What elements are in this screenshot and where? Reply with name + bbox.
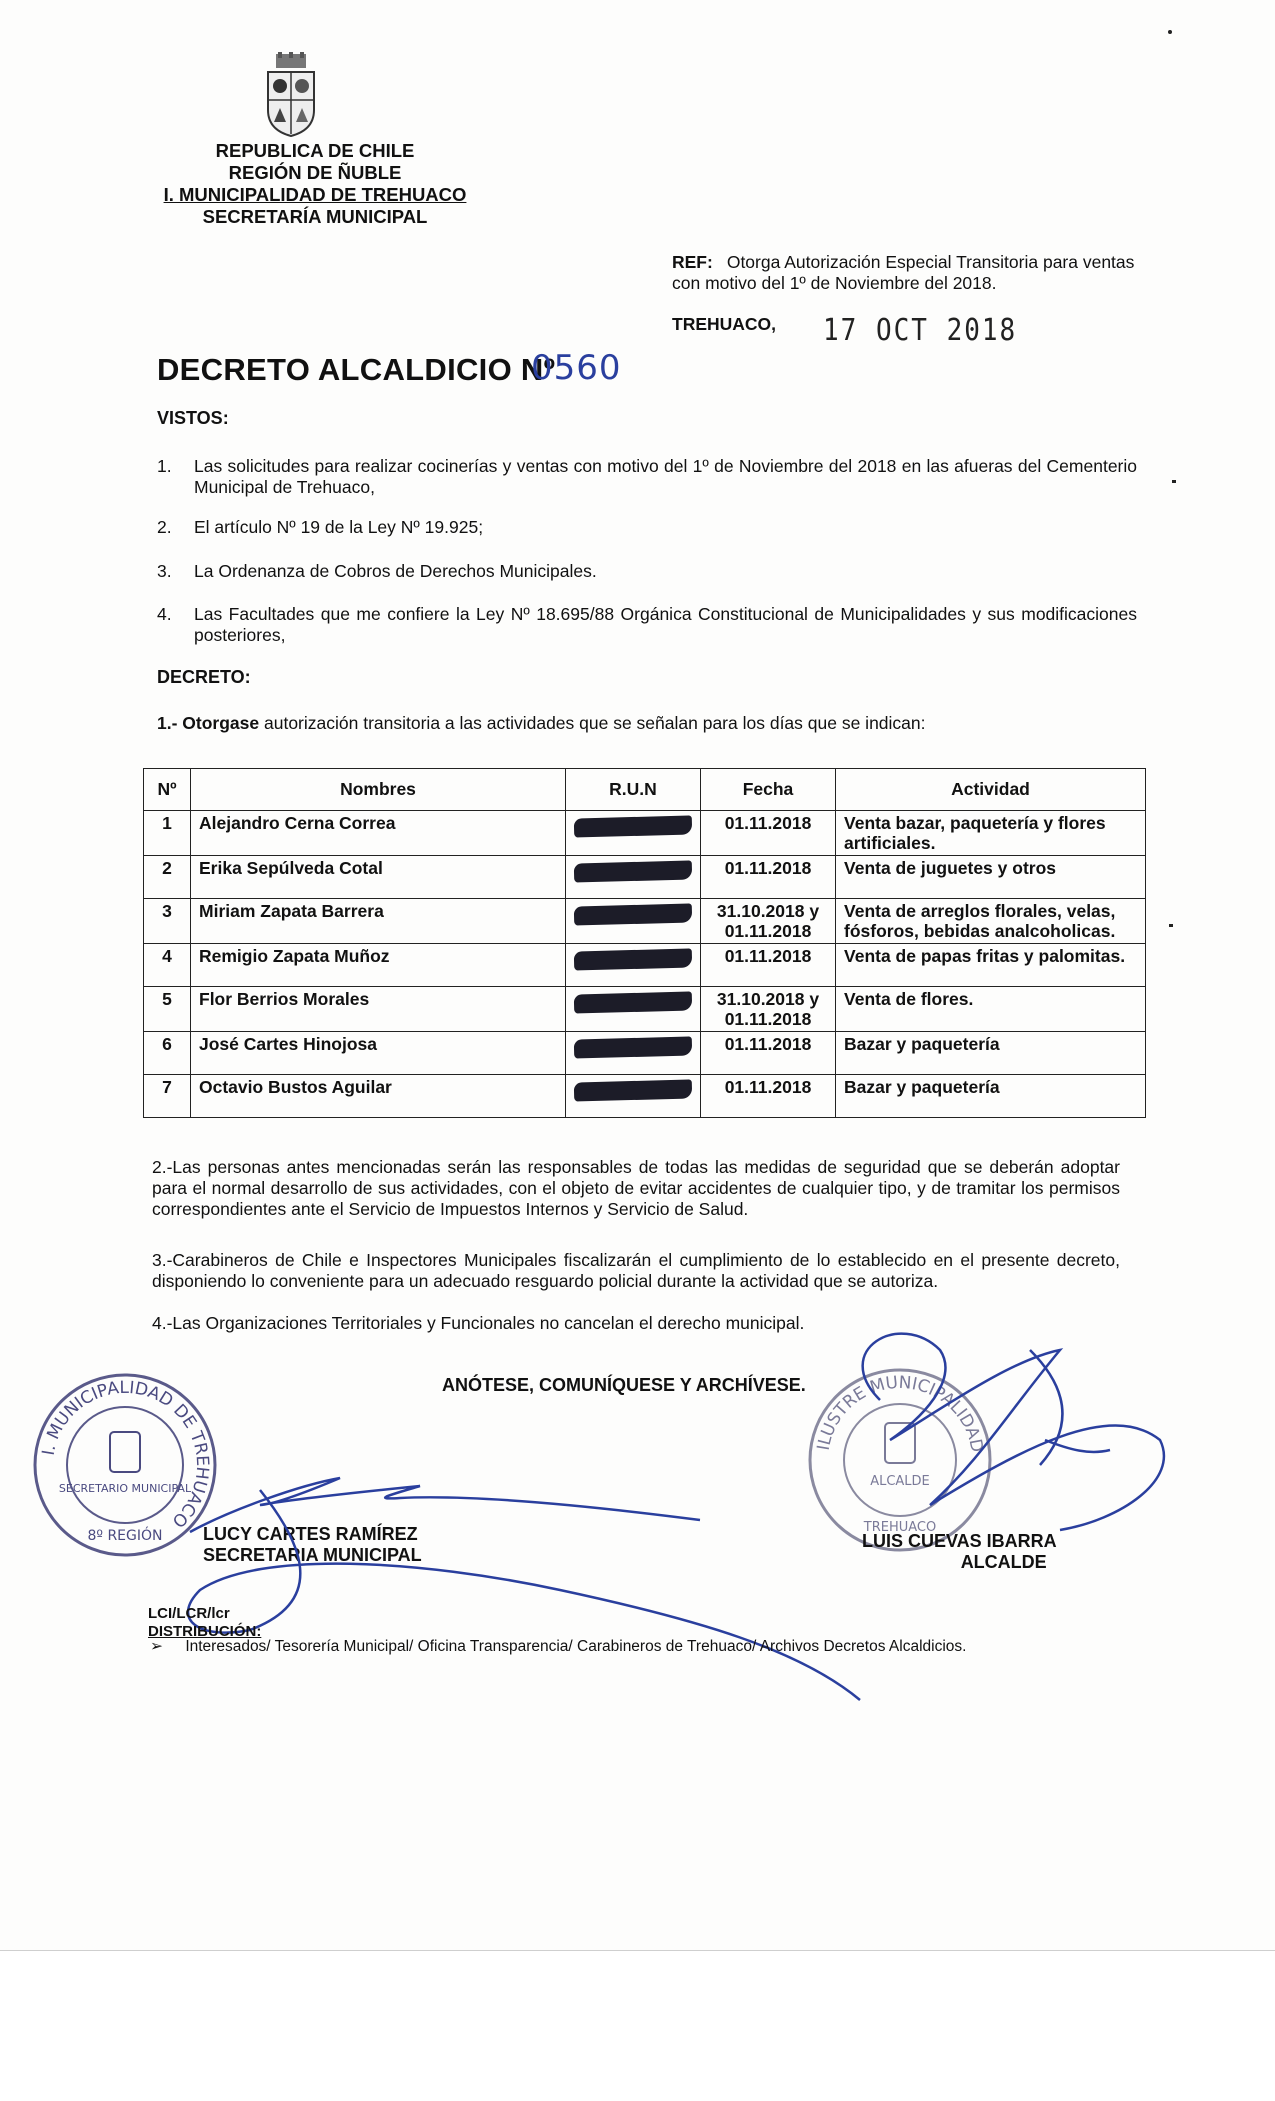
decreto-paragraph-1 bbox=[157, 713, 1125, 734]
row-date: 01.11.2018 bbox=[701, 856, 836, 899]
distribution-heading: DISTRIBUCIÓN: bbox=[148, 1623, 262, 1640]
run-cell bbox=[566, 1032, 701, 1075]
row-date: 31.10.2018 y 01.11.2018 bbox=[701, 987, 836, 1032]
row-number: 2 bbox=[144, 856, 191, 899]
table-row bbox=[144, 987, 1146, 1032]
date-stamp: 17 OCT 2018 bbox=[823, 313, 1018, 349]
secretary-name: LUCY CARTES RAMÍREZ bbox=[203, 1524, 418, 1544]
item-number: 4. bbox=[157, 604, 172, 624]
ref-label: REF: bbox=[672, 252, 713, 272]
row-date: 31.10.2018 y 01.11.2018 bbox=[701, 899, 836, 944]
letterhead-line: SECRETARÍA MUNICIPAL bbox=[202, 206, 428, 227]
decreto-paragraph-4: 4.-Las Organizaciones Territoriales y Funcionales no cancelan el derecho municipal. bbox=[152, 1313, 805, 1333]
scan-speck bbox=[1168, 30, 1172, 34]
row-number: 4 bbox=[144, 944, 191, 987]
column-header: R.U.N bbox=[566, 769, 701, 811]
decreto-paragraph-3: 3.-Carabineros de Chile e Inspectores Municipales fiscalizarán el cumplimiento de lo establecido en el presente decreto, disponiendo lo conveniente para un adecuado resguardo policial durante la actividad que se autoriza. bbox=[152, 1250, 1120, 1291]
row-name: Remigio Zapata Muñoz bbox=[191, 944, 566, 987]
secretary-title: SECRETARIA MUNICIPAL bbox=[203, 1545, 422, 1565]
distribution-line bbox=[150, 1637, 966, 1656]
redaction-mark bbox=[574, 1036, 692, 1058]
row-date: 01.11.2018 bbox=[701, 811, 836, 856]
vistos-item bbox=[157, 561, 1137, 582]
table-row bbox=[144, 899, 1146, 944]
seal-region-text: 8º REGIÓN bbox=[87, 1528, 163, 1544]
row-number: 1 bbox=[144, 811, 191, 856]
item-number: 3. bbox=[157, 561, 172, 581]
item-text: Las Facultades que me confiere la Ley Nº 18.695/88 Orgánica Constitucional de Municipalidades y sus modificaciones posteriores, bbox=[194, 604, 1137, 645]
mayor-signature-stroke bbox=[863, 1334, 1164, 1530]
redaction-mark bbox=[574, 1079, 692, 1101]
mayor-title: ALCALDE bbox=[960, 1552, 1047, 1572]
row-date: 01.11.2018 bbox=[701, 944, 836, 987]
distribution-text: Interesados/ Tesorería Municipal/ Oficina Transparencia/ Carabineros de Trehuaco/ Archivos Decretos Alcaldicios. bbox=[185, 1638, 967, 1655]
run-cell bbox=[566, 987, 701, 1032]
item-text: La Ordenanza de Cobros de Derechos Municipales. bbox=[194, 561, 597, 581]
item-text: Las solicitudes para realizar cocinerías y ventas con motivo del 1º de Noviembre del 2018 en las afueras del Cementerio Municipal de Trehuaco, bbox=[194, 456, 1137, 497]
table-header-row bbox=[144, 769, 1146, 811]
distribution-block bbox=[148, 1605, 261, 1641]
authorization-table bbox=[143, 768, 1146, 1118]
redaction-mark bbox=[574, 815, 692, 837]
decreto-heading: DECRETO: bbox=[157, 667, 251, 687]
paragraph-text: autorización transitoria a las actividades que se señalan para los días que se indican: bbox=[259, 713, 926, 733]
row-activity: Bazar y paquetería bbox=[836, 1075, 1146, 1118]
scan-speck bbox=[1172, 480, 1176, 483]
redaction-mark bbox=[574, 860, 692, 882]
vistos-item bbox=[157, 517, 1137, 538]
seal-ring-text: ILUSTRE MUNICIPALIDAD bbox=[813, 1372, 987, 1454]
row-activity: Venta de juguetes y otros bbox=[836, 856, 1146, 899]
initials: LCI/LCR/lcr bbox=[148, 1605, 230, 1622]
mayor-name: LUIS CUEVAS IBARRA bbox=[862, 1531, 1057, 1551]
closing-formula: ANÓTESE, COMUNÍQUESE Y ARCHÍVESE. bbox=[442, 1375, 806, 1395]
run-cell bbox=[566, 856, 701, 899]
place-label: TREHUACO, bbox=[672, 314, 777, 334]
column-header: Nº bbox=[144, 769, 191, 811]
seal-inner-text: ALCALDE bbox=[870, 1474, 930, 1489]
row-activity: Venta de arreglos florales, velas, fósforos, bebidas analcoholicas. bbox=[836, 899, 1146, 944]
letterhead-line: REGIÓN DE ÑUBLE bbox=[228, 162, 402, 183]
reference-block bbox=[672, 252, 1142, 294]
row-activity: Venta de papas fritas y palomitas. bbox=[836, 944, 1146, 987]
ref-text: Otorga Autorización Especial Transitoria para ventas con motivo del 1º de Noviembre del 2018. bbox=[672, 252, 1135, 293]
decreto-paragraph-2: 2.-Las personas antes mencionadas serán las responsables de todas las medidas de seguridad que se deberán adoptar para el normal desarrollo de sus actividades, con el objeto de evitar accidentes de cualquier tipo, y de tramitar los permisos correspondientes ante el Servicio de Impuestos Internos y Servicio de Salud. bbox=[152, 1157, 1120, 1219]
letterhead bbox=[150, 140, 480, 228]
decree-title: DECRETO ALCALDICIO Nº bbox=[157, 352, 556, 387]
letterhead-line: I. MUNICIPALIDAD DE TREHUACO bbox=[163, 184, 467, 205]
row-activity: Venta de flores. bbox=[836, 987, 1146, 1032]
secretary-signature-loop bbox=[188, 1490, 860, 1700]
column-header: Actividad bbox=[836, 769, 1146, 811]
vistos-item bbox=[157, 604, 1137, 646]
bullet-arrow-icon: ➢ bbox=[150, 1638, 163, 1655]
row-activity: Bazar y paquetería bbox=[836, 1032, 1146, 1075]
item-number: 2. bbox=[157, 517, 172, 537]
row-date: 01.11.2018 bbox=[701, 1075, 836, 1118]
row-number: 6 bbox=[144, 1032, 191, 1075]
seal-bottom-text: TREHUACO bbox=[863, 1520, 937, 1535]
municipal-crest-icon bbox=[262, 52, 320, 138]
scan-margin bbox=[0, 1950, 1275, 2101]
run-cell bbox=[566, 899, 701, 944]
redaction-mark bbox=[574, 948, 692, 970]
vistos-heading: VISTOS: bbox=[157, 408, 229, 428]
mayor-signature-flourish bbox=[1030, 1350, 1110, 1465]
letterhead-line: REPUBLICA DE CHILE bbox=[215, 140, 415, 161]
table-row bbox=[144, 856, 1146, 899]
item-number: 1. bbox=[157, 456, 172, 476]
row-number: 3 bbox=[144, 899, 191, 944]
row-activity: Venta bazar, paquetería y flores artificiales. bbox=[836, 811, 1146, 856]
run-cell bbox=[566, 1075, 701, 1118]
column-header: Fecha bbox=[701, 769, 836, 811]
redaction-mark bbox=[574, 903, 692, 925]
table-row bbox=[144, 944, 1146, 987]
seal-inner-text: SECRETARIO MUNICIPAL bbox=[58, 1482, 192, 1495]
run-cell bbox=[566, 944, 701, 987]
row-name: Octavio Bustos Aguilar bbox=[191, 1075, 566, 1118]
row-number: 5 bbox=[144, 987, 191, 1032]
run-cell bbox=[566, 811, 701, 856]
item-text: El artículo Nº 19 de la Ley Nº 19.925; bbox=[194, 517, 484, 537]
seal-ring-text: I. MUNICIPALIDAD DE TREHUACO bbox=[38, 1377, 213, 1532]
column-header: Nombres bbox=[191, 769, 566, 811]
table-row bbox=[144, 1075, 1146, 1118]
row-name: Miriam Zapata Barrera bbox=[191, 899, 566, 944]
decree-number-handwritten: 0560 bbox=[531, 348, 622, 388]
row-name: José Cartes Hinojosa bbox=[191, 1032, 566, 1075]
row-name: Alejandro Cerna Correa bbox=[191, 811, 566, 856]
paragraph-lead: 1.- Otorgase bbox=[157, 713, 260, 733]
vistos-item bbox=[157, 456, 1137, 498]
table-row bbox=[144, 811, 1146, 856]
redaction-mark bbox=[574, 991, 692, 1013]
table-row bbox=[144, 1032, 1146, 1075]
scan-speck bbox=[1169, 924, 1173, 927]
row-number: 7 bbox=[144, 1075, 191, 1118]
row-date: 01.11.2018 bbox=[701, 1032, 836, 1075]
secretary-signature-stroke bbox=[190, 1478, 700, 1532]
row-name: Erika Sepúlveda Cotal bbox=[191, 856, 566, 899]
row-name: Flor Berrios Morales bbox=[191, 987, 566, 1032]
